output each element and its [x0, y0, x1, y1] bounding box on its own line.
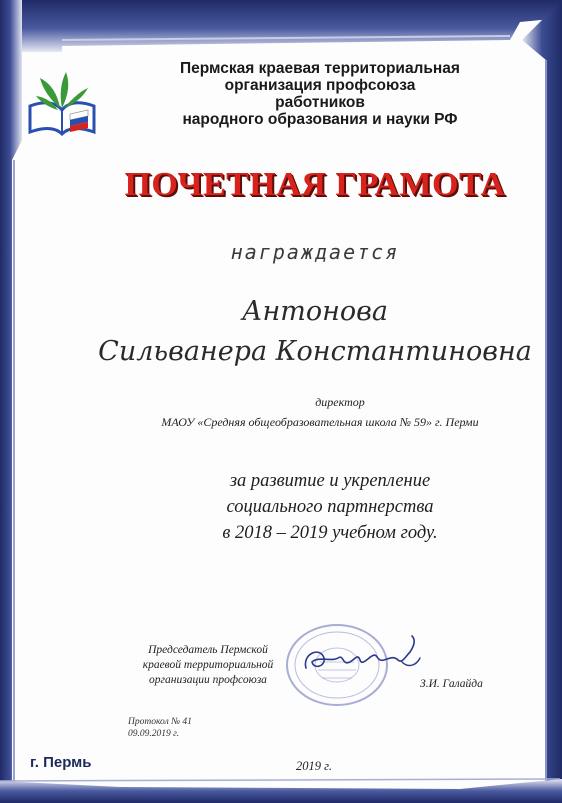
protocol-date: 09.09.2019 г.	[128, 729, 180, 739]
signature-icon	[298, 632, 428, 682]
header-line-3: работников	[275, 94, 365, 111]
award-reason	[140, 468, 520, 546]
chair-line-1: Председатель Пермской	[148, 644, 268, 656]
recipient-school: МАОУ «Средняя общеобразовательная школа № 59» г. Перми	[161, 415, 479, 429]
protocol-info	[128, 716, 228, 740]
reason-line-1: за развитие и укрепление	[229, 471, 431, 491]
chair-line-3: организации профсоюза	[149, 674, 267, 686]
header-line-2: организация профсоюза	[224, 77, 416, 94]
reason-line-2: социального партнерства	[226, 497, 434, 517]
organization-header	[120, 60, 520, 128]
header-line-1: Пермская краевая территориальная	[180, 60, 460, 77]
recipient-given-names: Сильванера Константиновна	[98, 336, 532, 367]
chair-title	[128, 643, 288, 688]
city-label: г. Пермь	[30, 754, 92, 771]
certificate-title: ПОЧЕТНАЯ ГРАМОТА	[124, 166, 506, 203]
signer-name: З.И. Галайда	[420, 678, 483, 690]
year-label: 2019 г.	[296, 759, 332, 773]
frame-bottom-border	[0, 743, 562, 803]
protocol-number: Протокол № 41	[128, 717, 192, 727]
header-line-4: народного образования и науки РФ	[182, 111, 458, 128]
reason-line-3: в 2018 – 2019 учебном году.	[222, 523, 438, 543]
union-logo-icon	[22, 58, 102, 138]
chair-line-2: краевой территориальной	[142, 659, 274, 671]
frame-top-border	[0, 0, 562, 52]
recipient-surname: Антонова	[242, 296, 388, 327]
recipient-position: директор	[315, 395, 365, 409]
awarded-text: награждается	[230, 240, 400, 264]
